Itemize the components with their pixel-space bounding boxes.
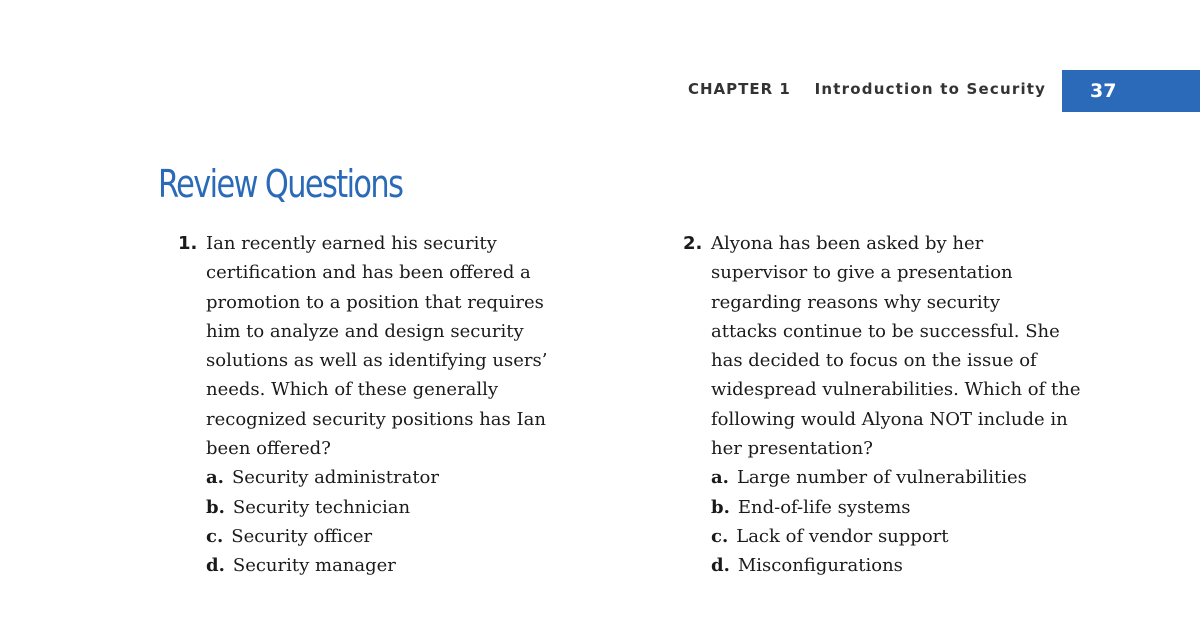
option-text: Security officer (231, 525, 373, 547)
page-number: 37 (1062, 70, 1200, 112)
option-letter: c. (711, 525, 729, 547)
option-letter: b. (206, 496, 225, 518)
answer-option-a (206, 463, 598, 492)
answer-option-d (711, 551, 1143, 580)
answer-option-d (206, 551, 598, 580)
option-text: Security administrator (231, 467, 439, 489)
question-2 (683, 229, 1143, 581)
question-text: Alyona has been asked by her supervisor to give a presentation regarding reasons why security attacks continue to be successful. She has decided to focus on the issue of widespread vulnerabilities. Which of the following would Alyona NOT include in her presentation? (711, 233, 1081, 460)
option-text: Large number of vulnerabilities (736, 467, 1027, 489)
question-number: 2. (683, 233, 703, 254)
answer-option-b (206, 493, 598, 522)
option-text: Misconfigurations (737, 555, 903, 577)
answer-option-a (711, 463, 1143, 492)
option-letter: d. (206, 555, 225, 577)
option-text: Security manager (232, 555, 396, 577)
option-letter: a. (206, 467, 224, 489)
option-text: End-of-life systems (737, 496, 911, 518)
answer-options (711, 463, 1143, 580)
option-text: Lack of vendor support (736, 525, 949, 547)
answer-options (206, 463, 598, 580)
option-letter: c. (206, 525, 224, 547)
option-letter: d. (711, 555, 730, 577)
chapter-title: Introduction to Security (814, 80, 1047, 98)
running-header (688, 80, 1046, 98)
question-number: 1. (178, 233, 198, 254)
option-letter: b. (711, 496, 730, 518)
question-text: Ian recently earned his security certification and has been offered a promotion to a position that requires him to analyze and design security solutions as well as identifying users’ needs. Which of these generally recognized security positions has Ian been offered? (206, 233, 548, 460)
answer-option-c (206, 522, 598, 551)
answer-option-c (711, 522, 1143, 551)
section-title: Review Questions (158, 162, 403, 206)
chapter-label: CHAPTER 1 (688, 80, 791, 98)
question-1 (178, 229, 598, 581)
option-letter: a. (711, 467, 729, 489)
answer-option-b (711, 493, 1143, 522)
option-text: Security technician (232, 496, 411, 518)
